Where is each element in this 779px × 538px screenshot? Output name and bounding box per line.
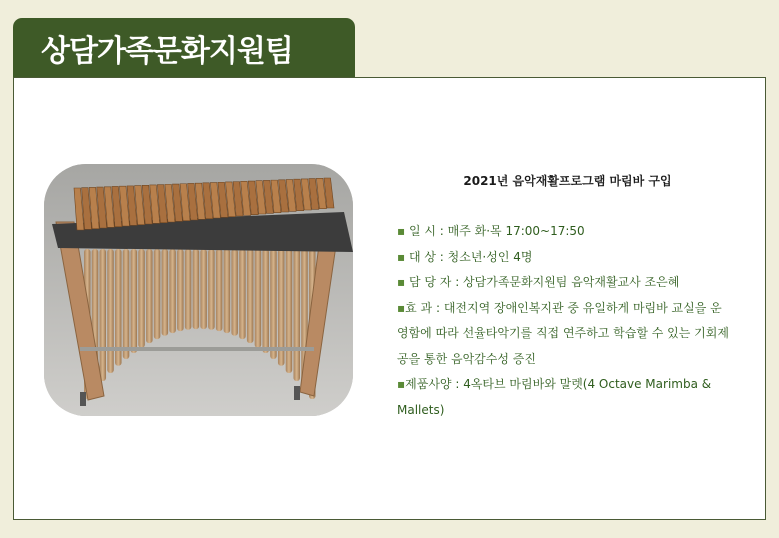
- detail-value: 대전지역 장애인복지관 중 유일하게 마림바 교실을 운영함에 따라 선율타악기를 직접 연주하고 학습할 수 있는 기회제공을 통한 음악감수성 증진: [397, 300, 729, 366]
- program-heading: 2021년 음악재활프로그램 마림바 구입: [463, 174, 672, 188]
- resonator-tube: [138, 249, 145, 348]
- resonator-tube: [131, 249, 138, 353]
- resonator-tube: [146, 249, 153, 343]
- resonator-tube: [100, 249, 107, 381]
- resonator-tube: [177, 249, 184, 331]
- page-title: 상담가족문화지원팀: [41, 33, 293, 69]
- marimba-illustration: [44, 164, 353, 416]
- section-title-tab: [13, 18, 355, 77]
- detail-value: 상담가족문화지원팀 음악재활교사 조은혜: [463, 275, 680, 289]
- bullet-icon: ▪: [397, 300, 406, 315]
- resonator-tube: [231, 249, 238, 336]
- resonator-tube: [262, 249, 269, 353]
- detail-spec: ▪제품사양 : 4옥타브 마림바와 말렛(4 Octave Marimba & Mallets): [397, 377, 712, 417]
- resonator-tube: [208, 249, 215, 330]
- resonator-tube: [169, 249, 176, 333]
- detail-label: 일 시: [408, 224, 436, 238]
- detail-effect: ▪효 과 : 대전지역 장애인복지관 중 유일하게 마림바 교실을 운영함에 따라 선율타악기를 직접 연주하고 학습할 수 있는 기회제공을 통한 음악감수성 증진: [397, 300, 729, 366]
- marimba-photo: [44, 164, 353, 416]
- detail-manager: ▪ 담 당 자 : 상담가족문화지원팀 음악재활교사 조은혜: [397, 275, 680, 289]
- detail-value: 4옥타브 마림바와 말렛(4 Octave Marimba & Mallets): [397, 377, 712, 417]
- resonator-tube: [107, 249, 114, 373]
- resonator-tube: [239, 249, 246, 339]
- detail-schedule: ▪ 일 시 : 매주 화·목 17:00~17:50: [397, 224, 585, 238]
- resonator-tube: [286, 249, 293, 373]
- bullet-icon: ▪: [397, 275, 406, 289]
- resonator-tube: [255, 249, 261, 348]
- detail-value: 매주 화·목 17:00~17:50: [447, 224, 585, 238]
- resonator-tube: [216, 249, 223, 331]
- resonator-tube: [123, 249, 130, 359]
- detail-label: 제품사양: [405, 377, 452, 391]
- bullet-icon: ▪: [397, 377, 406, 391]
- resonator-tube: [247, 249, 254, 343]
- resonator-tube: [293, 249, 300, 381]
- resonator-tube: [193, 249, 200, 329]
- resonator-tube: [162, 249, 169, 336]
- detail-label: 대 상: [408, 249, 436, 264]
- resonator-tube: [270, 249, 277, 359]
- bullet-icon: ▪: [397, 249, 406, 264]
- detail-label: 담 당 자: [408, 275, 452, 289]
- detail-target: ▪ 대 상 : 청소년·성인 4명: [397, 249, 533, 264]
- detail-value: 청소년·성인 4명: [447, 249, 533, 264]
- detail-label: 효 과: [405, 300, 433, 315]
- program-details: [397, 219, 729, 423]
- resonator-tube: [154, 249, 161, 339]
- resonator-tube: [200, 249, 207, 329]
- resonator-tube: [224, 249, 231, 333]
- bullet-icon: ▪: [397, 224, 406, 238]
- resonator-tube: [185, 249, 192, 330]
